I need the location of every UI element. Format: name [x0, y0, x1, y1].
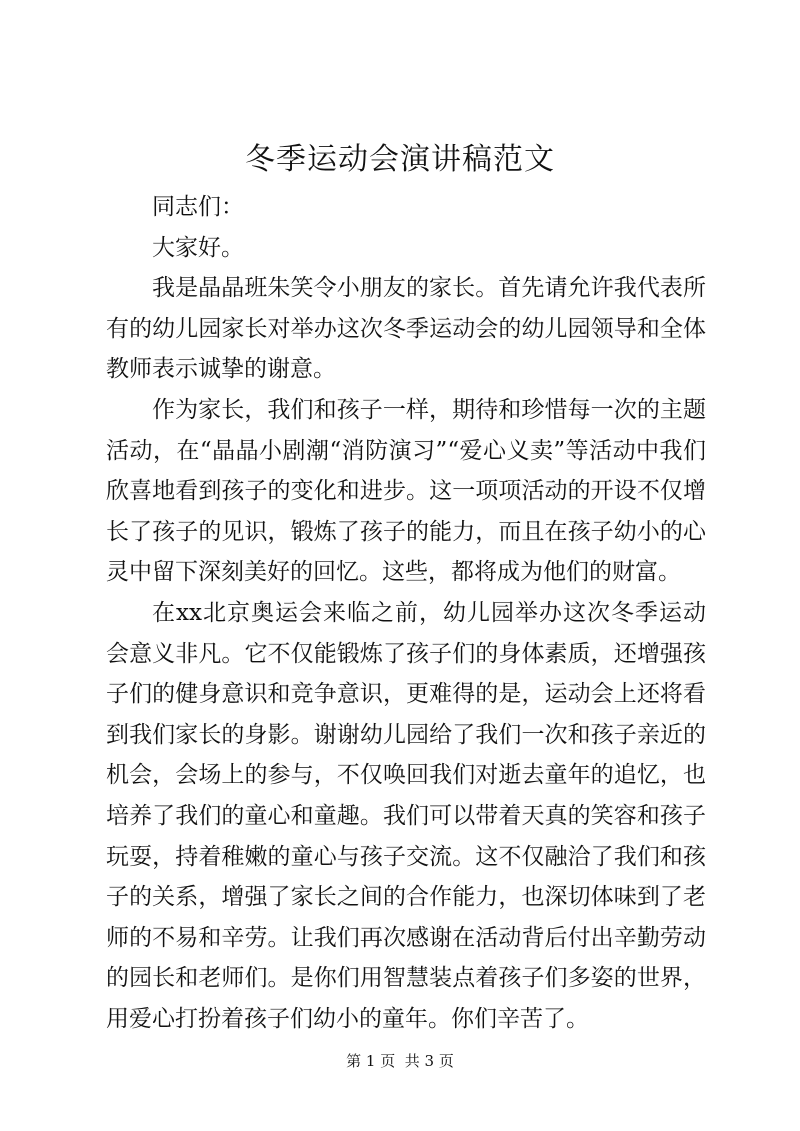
page-total: 共 3 页: [404, 1052, 454, 1070]
page-number: 第 1 页: [346, 1052, 396, 1070]
document-body: [106, 187, 706, 1039]
greeting-line: 同志们：: [152, 194, 244, 220]
page-footer: [0, 1050, 800, 1072]
paragraph-3: 在xx北京奥运会来临之前，幼儿园举办这次冬季运动会意义非凡。它不仅能锻炼了孩子们的身体素质，还增强孩子们的健身意识和竞争意识，更难得的是，运动会上还将看到我们家长的身影。谢谢幼儿园给了我们一次和孩子亲近的机会，会场上的参与，不仅唤回我们对逝去童年的追忆，也培养了我们的童心和童趣。我们可以带着天真的笑容和孩子玩耍，持着稚嫩的童心与孩子交流。这不仅融洽了我们和孩子的关系，增强了家长之间的合作能力，也深切体味到了老师的不易和辛劳。让我们再次感谢在活动背后付出辛勤劳动的园长和老师们。是你们用智慧装点着孩子们多姿的世界，用爱心打扮着孩子们幼小的童年。你们辛苦了。: [106, 599, 706, 1032]
salutation-line: 大家好。: [152, 234, 244, 261]
document-title: 冬季运动会演讲稿范文: [245, 142, 555, 177]
paragraph-1: 我是晶晶班朱笑令小朋友的家长。首先请允许我代表所有的幼儿园家长对举办这次冬季运动会的幼儿园领导和全体教师表示诚挚的谢意。: [106, 275, 706, 383]
paragraph-2: 作为家长，我们和孩子一样，期待和珍惜每一次的主题活动，在“晶晶小剧潮“消防演习”“爱心义卖”等活动中我们欣喜地看到孩子的变化和进步。这一项项活动的开设不仅增长了孩子的见识，锻炼了孩子的能力，而且在孩子幼小的心灵中留下深刻美好的回忆。这些，都将成为他们的财富。: [106, 396, 706, 586]
